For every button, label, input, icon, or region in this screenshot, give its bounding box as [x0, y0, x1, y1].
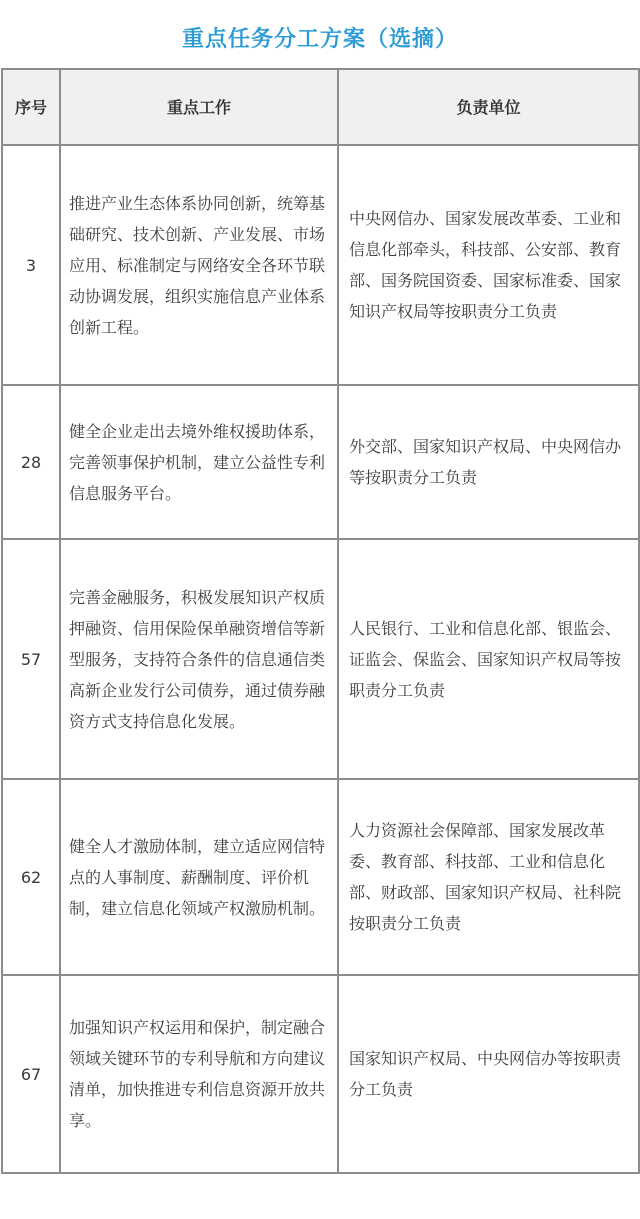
row-number: 3 — [2, 145, 60, 385]
responsible-units-cell: 外交部、国家知识产权局、中央网信办等按职责分工负责 — [338, 385, 639, 539]
table-row — [2, 779, 639, 975]
table-header-row — [2, 69, 639, 145]
row-number: 28 — [2, 385, 60, 539]
key-work-cell: 健全企业走出去境外维权援助体系，完善领事保护机制，建立公益性专利信息服务平台。 — [60, 385, 338, 539]
row-number: 57 — [2, 539, 60, 779]
key-work-cell: 推进产业生态体系协同创新，统筹基础研究、技术创新、产业发展、市场应用、标准制定与网络安全各环节联动协调发展，组织实施信息产业体系创新工程。 — [60, 145, 338, 385]
key-work-cell: 健全人才激励体制，建立适应网信特点的人事制度、薪酬制度、评价机制，建立信息化领域产权激励机制。 — [60, 779, 338, 975]
header-key-work: 重点工作 — [60, 69, 338, 145]
table-row — [2, 539, 639, 779]
key-work-cell: 完善金融服务，积极发展知识产权质押融资、信用保险保单融资增信等新型服务，支持符合条件的信息通信类高新企业发行公司债券，通过债券融资方式支持信息化发展。 — [60, 539, 338, 779]
page-title: 重点任务分工方案（选摘） — [181, 27, 458, 52]
header-number: 序号 — [2, 69, 60, 145]
table-row — [2, 145, 639, 385]
responsible-units-cell: 人民银行、工业和信息化部、银监会、证监会、保监会、国家知识产权局等按职责分工负责 — [338, 539, 639, 779]
table-row — [2, 385, 639, 539]
responsible-units-cell: 国家知识产权局、中央网信办等按职责分工负责 — [338, 975, 639, 1173]
task-table — [1, 68, 640, 1174]
responsible-units-cell: 人力资源社会保障部、国家发展改革委、教育部、科技部、工业和信息化部、财政部、国家知识产权局、社科院按职责分工负责 — [338, 779, 639, 975]
key-work-cell: 加强知识产权运用和保护，制定融合领域关键环节的专利导航和方向建议清单，加快推进专利信息资源开放共享。 — [60, 975, 338, 1173]
table-row — [2, 975, 639, 1173]
header-responsible-units: 负责单位 — [338, 69, 639, 145]
row-number: 67 — [2, 975, 60, 1173]
row-number: 62 — [2, 779, 60, 975]
responsible-units-cell: 中央网信办、国家发展改革委、工业和信息化部牵头，科技部、公安部、教育部、国务院国资委、国家标准委、国家知识产权局等按职责分工负责 — [338, 145, 639, 385]
